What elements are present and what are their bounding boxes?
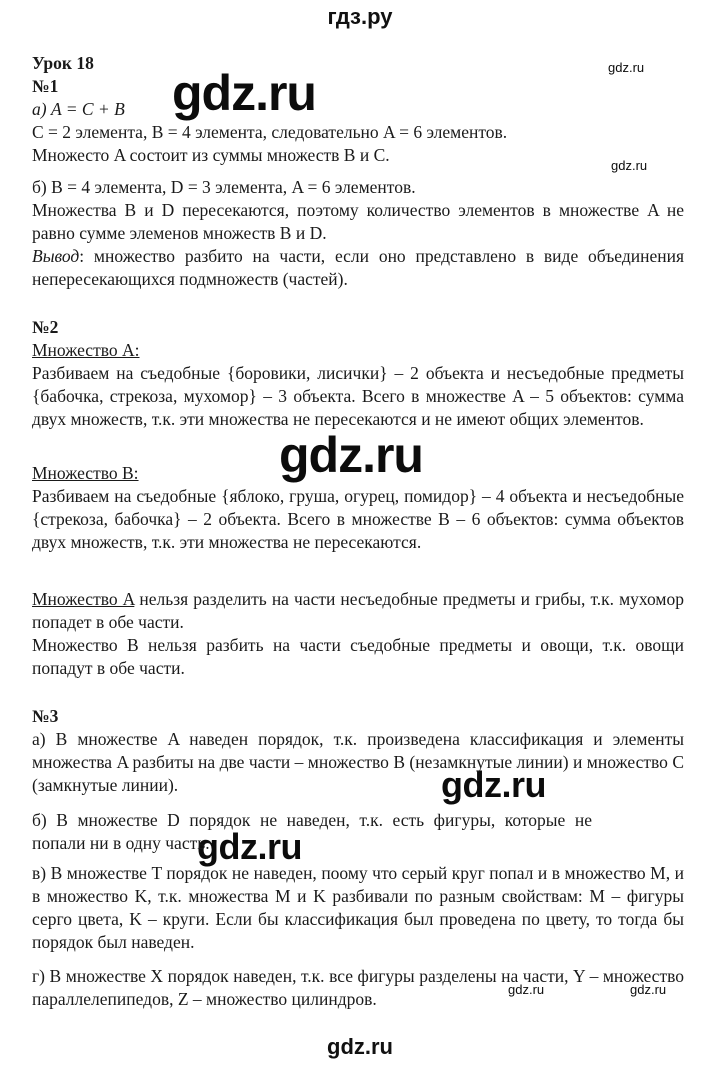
watermark: gdz.ru [608, 60, 645, 75]
watermark: gdz.ru [441, 764, 546, 805]
task2-note1 [32, 588, 684, 634]
note1-text: нельзя разделить на части несъедобные предметы и грибы, т.к. мухомор попадет в обе части. [32, 589, 684, 632]
task1-b-line1: б) B = 4 элемента, D = 3 элемента, A = 6 элементов. [32, 177, 416, 197]
task3-heading: №3 [32, 706, 59, 726]
task3-c: в) В множестве T порядок не наведен, поому что серый круг попал и в множество M, и в множество K, т.к. множества M и K разбивали по разным свойствам: M – фигуры серго цвета, K – круги. Если бы классификация был проведена по цвету, то тогда бы порядок был наведен. [32, 863, 684, 952]
watermark: gdz.ru [630, 982, 667, 997]
watermark: gdz.ru [172, 65, 316, 121]
watermark: gdz.ru [197, 826, 302, 867]
task3-a: а) В множестве A наведен порядок, т.к. произведена классификация и элементы множества A разбиты на две части – множество B (незамкнутые линии) и множество C (замкнутые линии). [32, 729, 684, 795]
task2-setA-label: Множество A: [32, 340, 140, 360]
site-footer: gdz.ru [327, 1034, 393, 1059]
task1-a-line1: C = 2 элемента, B = 4 элемента, следовательно A = 6 элементов. [32, 122, 508, 142]
task1-b-block [32, 176, 684, 291]
task2-block [32, 316, 684, 431]
task3-b: б) В множестве D порядок не наведен, т.к. есть фигуры, которые не попали ни в одну часть. [32, 810, 592, 853]
watermark: gdz.ru [508, 982, 545, 997]
task3-b-block [32, 809, 684, 855]
note1-label: Множество A [32, 589, 135, 609]
task3-d-block [32, 965, 684, 1011]
task2-notes-block [32, 588, 684, 680]
task2-setB-block [32, 462, 684, 554]
task3-d: г) В множестве X порядок наведен, т.к. все фигуры разделены на части, Y – множество параллелепипедов, Z – множество цилиндров. [32, 966, 684, 1009]
conclusion-label: Вывод [32, 246, 80, 266]
lesson-title: Урок 18 [32, 53, 94, 73]
task2-note2: Множество B нельзя разбить на части съедобные предметы и овощи, т.к. овощи попадут в обе части. [32, 635, 684, 678]
task1-b-paragraph: Множества B и D пересекаются, поэтому количество элементов в множестве A не равно сумме элеменов множеств B и D. [32, 200, 684, 243]
site-header: гдз.ру [327, 4, 393, 29]
task1-heading: №1 [32, 76, 59, 96]
watermark: gdz.ru [611, 158, 648, 173]
task1-block [32, 52, 684, 167]
task2-setB-text: Разбиваем на съедобные {яблоко, груша, огурец, помидор} – 4 объекта и несъедобные {стрекоза, бабочка} – 2 объекта. Всего в множестве B – 6 объектов: сумма объектов двух множеств, т.к. эти множества не пересекаются. [32, 486, 684, 552]
task1-a-formula: а) A = C + B [32, 99, 125, 119]
task1-conclusion [32, 245, 684, 291]
task2-heading: №2 [32, 317, 59, 337]
watermark: gdz.ru [279, 427, 423, 483]
task3-c-block [32, 862, 684, 954]
task3-block [32, 705, 684, 797]
task1-a-line2: Множесто A состоит из суммы множеств B и C. [32, 145, 390, 165]
task2-setA-text: Разбиваем на съедобные {боровики, лисички} – 2 объекта и несъедобные предметы {бабочка, стрекоза, мухомор} – 3 объекта. Всего в множестве A – 5 объектов: сумма двух множеств, т.к. эти множества не пересекаются и не имеют общих элементов. [32, 363, 684, 429]
task2-setB-label: Множество B: [32, 463, 139, 483]
conclusion-text: : множество разбито на части, если оно представлено в виде объединения непересекающихся подмножеств (частей). [32, 246, 684, 289]
